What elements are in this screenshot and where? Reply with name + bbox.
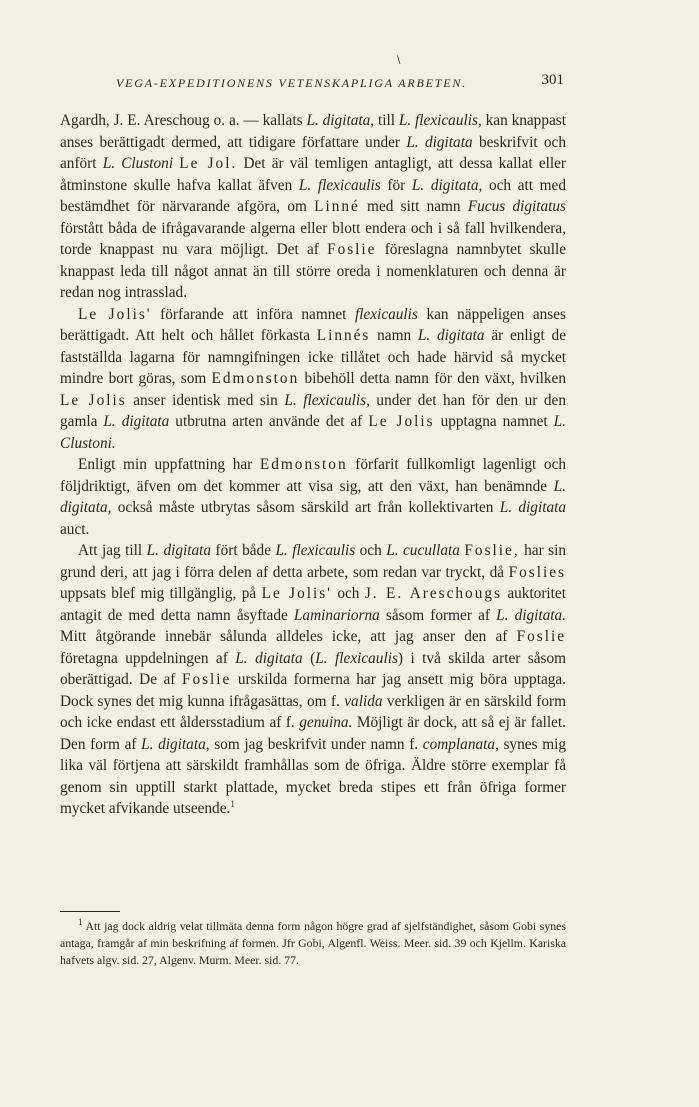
text-run: L. flexicaulis [315, 649, 398, 667]
text-run: fört både [211, 542, 276, 559]
text-run: bibehöll detta namn för den växt, hvilken [299, 370, 566, 387]
paragraph [60, 540, 566, 820]
text-run: Edmonston [211, 370, 300, 387]
text-run: är enligt de fastställda lagarna för namngifningen icke tillåtet och hade härvid så mycket mindre bort göras, som [60, 327, 566, 387]
text-run: Mitt åtgörande innebär sålunda alldeles icke, att jag anser den af [60, 628, 517, 645]
text-run: Le Jolis [60, 391, 127, 409]
text-run: och [355, 542, 387, 559]
text-run: L. digitata [103, 413, 170, 430]
text-run: auct. [60, 520, 90, 538]
text-run: L. digitata, [306, 112, 375, 129]
text-run: L. flexicaulis, [398, 112, 482, 129]
print-mark: \ [397, 55, 401, 66]
text-run: Foslie [327, 241, 377, 258]
text-run: under det han för den ur den gamla [60, 391, 566, 430]
text-run: med sitt namn [359, 198, 468, 215]
text-run: till [374, 112, 399, 129]
text-run: beskrifvit och anfört [60, 133, 566, 172]
text-run: Le Jolis' [261, 585, 332, 602]
text-run: L. digitata. [496, 606, 566, 624]
text-run: Laminariorna [293, 606, 380, 624]
text-run: L. cucullata [386, 542, 460, 559]
text-run: uppsats blef mig tillgänglig, på [60, 585, 262, 602]
running-title: VEGA-EXPEDITIONENS VETENSKAPLIGA ARBETEN. [116, 76, 468, 90]
text-run: L. digitata [499, 499, 566, 516]
text-run: Foslies [508, 563, 566, 581]
text-run: som jag beskrifvit under namn f. [209, 735, 423, 753]
text-run: L. digitata [146, 542, 212, 559]
footnote [60, 918, 566, 969]
footnote-body: Att jag dock aldrig velat tillmäta denna form någon högre grad af sjelfständighet, såsom Gobi synes antaga, framgår af min beskrifning af formen. Jfr Gobi, Algenfl. Weiss. Meer. sid. 39 och Kjellm. Kariska hafvets algv. sid. 27, Algenv. Murm. Meer. sid. 77. [60, 919, 566, 967]
text-run: har sin grund deri, att jag i förra delen af detta arbete, som redan var tryckt, då [60, 542, 566, 581]
text-run: Le Jolis' [78, 305, 152, 323]
text-run: auktoritet antagit de med detta namn åsyftade [60, 585, 566, 624]
text-run: J. E. Areschougs [364, 585, 502, 602]
text-run: Att jag till [78, 542, 147, 559]
text-run: L. digitata, [60, 477, 566, 516]
text-run: complanata, [422, 735, 499, 753]
text-run: L. flexicaulis, [284, 391, 370, 409]
text-run: Foslie [181, 671, 232, 688]
text-run: synes mig lika väl förtjena att särskildt framhållas som de öfriga. Äldre större exemplar få genom sin upptill starkt plattade, mycket breda stipes ett från öfriga former mycket afvikande utseende. [60, 735, 566, 817]
footnote-marker: 1 [78, 917, 83, 928]
text-run: förfarande att införa namnet [151, 305, 356, 323]
text-run: upptagna namnet [434, 413, 554, 430]
text-run: valida [344, 692, 383, 710]
text-run: och att med bestämdhet för närvarande afgöra, om [60, 176, 566, 215]
text-run: och [331, 585, 365, 602]
text-run: Enligt min uppfattning har [78, 456, 260, 473]
text-run: Foslie, [464, 542, 520, 559]
text-run: Det är väl temligen antagligt, att dessa kallat eller åtminstone skulle hafva kallat äfven [60, 155, 567, 194]
body-text [60, 110, 566, 820]
text-run: Möjligt är dock, att så ej är fallet. Den form af [60, 714, 566, 753]
text-run: urskilda formerna har jag ansett mig böra upptaga. Dock synes det mig kunna ifrågasättas, om f. [60, 671, 567, 710]
text-run: Foslie [516, 628, 566, 645]
text-run: L. Clustoni. [60, 413, 567, 452]
footnote-rule [60, 911, 120, 912]
text-run: kan näppeligen anses berättigadt. Att helt och hållet förkasta [60, 305, 566, 344]
text-run: Edmonston [259, 456, 348, 473]
text-run: förstått båda de ifrågavarande algerna eller blott endera och i så fall hvilkendera, torde knappast nu vara möjligt. Det af [60, 219, 566, 258]
text-run: L. flexicaulis [275, 542, 356, 559]
page-number: 301 [541, 72, 564, 88]
text-run: L. Clustoni [102, 155, 174, 172]
footnote-ref: 1 [230, 798, 235, 809]
text-run: för [380, 176, 412, 194]
text-run: L. digitata [235, 649, 303, 667]
text-run: ) i två skilda arter såsom oberättigad. De af [60, 649, 567, 688]
text-run: L. digitata, [411, 176, 483, 194]
text-run: Linné [314, 198, 360, 215]
text-run: Le Jolis [368, 413, 435, 430]
text-run: anser identisk med sin [126, 391, 285, 409]
paragraph [60, 454, 566, 540]
text-run: kan knappast anses berättigadt dermed, att tidigare författare under [60, 112, 566, 151]
text-run: utbrutna arten använde det af [169, 413, 369, 430]
text-run: Fucus digitatus [467, 198, 566, 215]
text-run: genuina. [299, 714, 353, 731]
text-run: flexicaulis [355, 305, 418, 323]
text-run: förfarit fullkomligt lagenligt och följdriktigt, äfven om det kommer att visa sig, att den växt, han benämnde [60, 456, 567, 495]
text-run: föreslagna namnbytet skulle knappast leda till något annat än till större oreda i nomenklaturen och denna är redan nog intrasslad. [60, 241, 566, 301]
text-run: också måste utbrytas såsom särskild art från kollektivarten [111, 499, 500, 516]
text-run: verkligen är en särskild form och icke endast ett åldersstadium af f. [60, 692, 567, 731]
text-run: L. digitata [406, 133, 473, 151]
paragraph [60, 304, 566, 455]
footnote-text [60, 918, 566, 969]
text-run: Linnés [316, 327, 371, 344]
text-run: L. flexicaulis [298, 176, 381, 194]
text-run: såsom former af [379, 606, 497, 624]
text-run: L. digitata, [141, 735, 210, 753]
paragraph [60, 110, 566, 304]
text-run: Agardh, J. E. Areschoug o. a. — kallats [60, 112, 307, 129]
text-run: namn [370, 327, 418, 344]
text-run: Le Jol. [179, 155, 238, 172]
text-run: ( [302, 649, 316, 667]
text-run: L. digitata [417, 327, 485, 344]
text-run: företagna uppdelningen af [60, 649, 236, 667]
